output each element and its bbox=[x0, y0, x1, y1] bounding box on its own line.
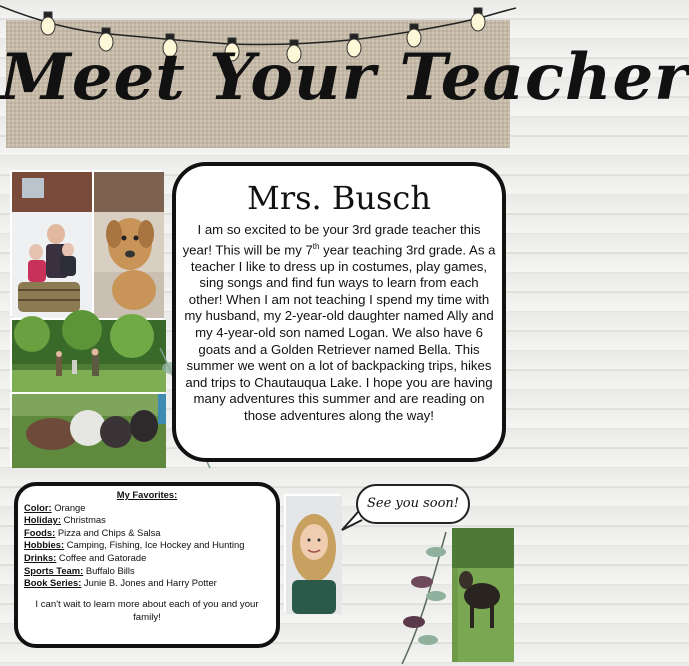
favorite-item: Book Series: Junie B. Jones and Harry Potter bbox=[24, 577, 217, 589]
bio-superscript: th bbox=[312, 241, 320, 251]
speech-bubble: See you soon! bbox=[356, 484, 470, 524]
favorite-item: Foods: Pizza and Chips & Salsa bbox=[24, 526, 161, 538]
baby-goat-photo bbox=[452, 528, 514, 662]
favorites-title: My Favorites: bbox=[116, 489, 178, 500]
favorite-item: Color: Orange bbox=[24, 501, 86, 513]
leaf-branch-decoration bbox=[392, 532, 456, 664]
teacher-portrait-photo bbox=[284, 494, 340, 612]
bio-paragraph bbox=[182, 222, 496, 425]
favorite-item: Drinks: Coffee and Gatorade bbox=[24, 551, 147, 563]
page-title: Meet Your Teacher bbox=[0, 40, 689, 115]
teacher-bio-card bbox=[172, 162, 506, 462]
bulb-1 bbox=[41, 12, 55, 35]
favorite-item: Hobbies: Camping, Fishing, Ice Hockey and Hunting bbox=[24, 539, 245, 551]
bulb-8 bbox=[471, 8, 485, 31]
teacher-name: Mrs. Busch bbox=[247, 179, 431, 217]
family-sled-photo bbox=[10, 170, 90, 316]
favorites-card bbox=[14, 482, 280, 648]
golden-retriever-photo bbox=[92, 170, 162, 316]
favorite-item: Holiday: Christmas bbox=[24, 514, 106, 526]
goats-photo bbox=[10, 392, 164, 466]
bio-text-start: I am so excited to be your 3rd grade teacher this year! This will be my 7 bbox=[182, 222, 481, 257]
speech-bubble-tail bbox=[340, 510, 364, 532]
favorites-closing-text: I can't wait to learn more about each of you and your family! bbox=[35, 598, 259, 623]
forest-hike-photo bbox=[10, 318, 164, 390]
bio-text-end: year teaching 3rd grade. As a teacher I like to dress up in costumes, play games, sing songs and find fun ways to learn from each other! When I am not teaching I spend my time with my husband, my 2-year-old daughter named Ally and my 4-year-old son named Logan. We also have 6 goats and a Golden Retriever named Bella. This summer we went on a lot of backpacking trips, hikes and trips to Chautauqua Lake. I hope you are having many adventures this summer and are reading on those adventures along the way! bbox=[184, 241, 496, 423]
favorite-item: Sports Team: Buffalo Bills bbox=[24, 564, 135, 576]
